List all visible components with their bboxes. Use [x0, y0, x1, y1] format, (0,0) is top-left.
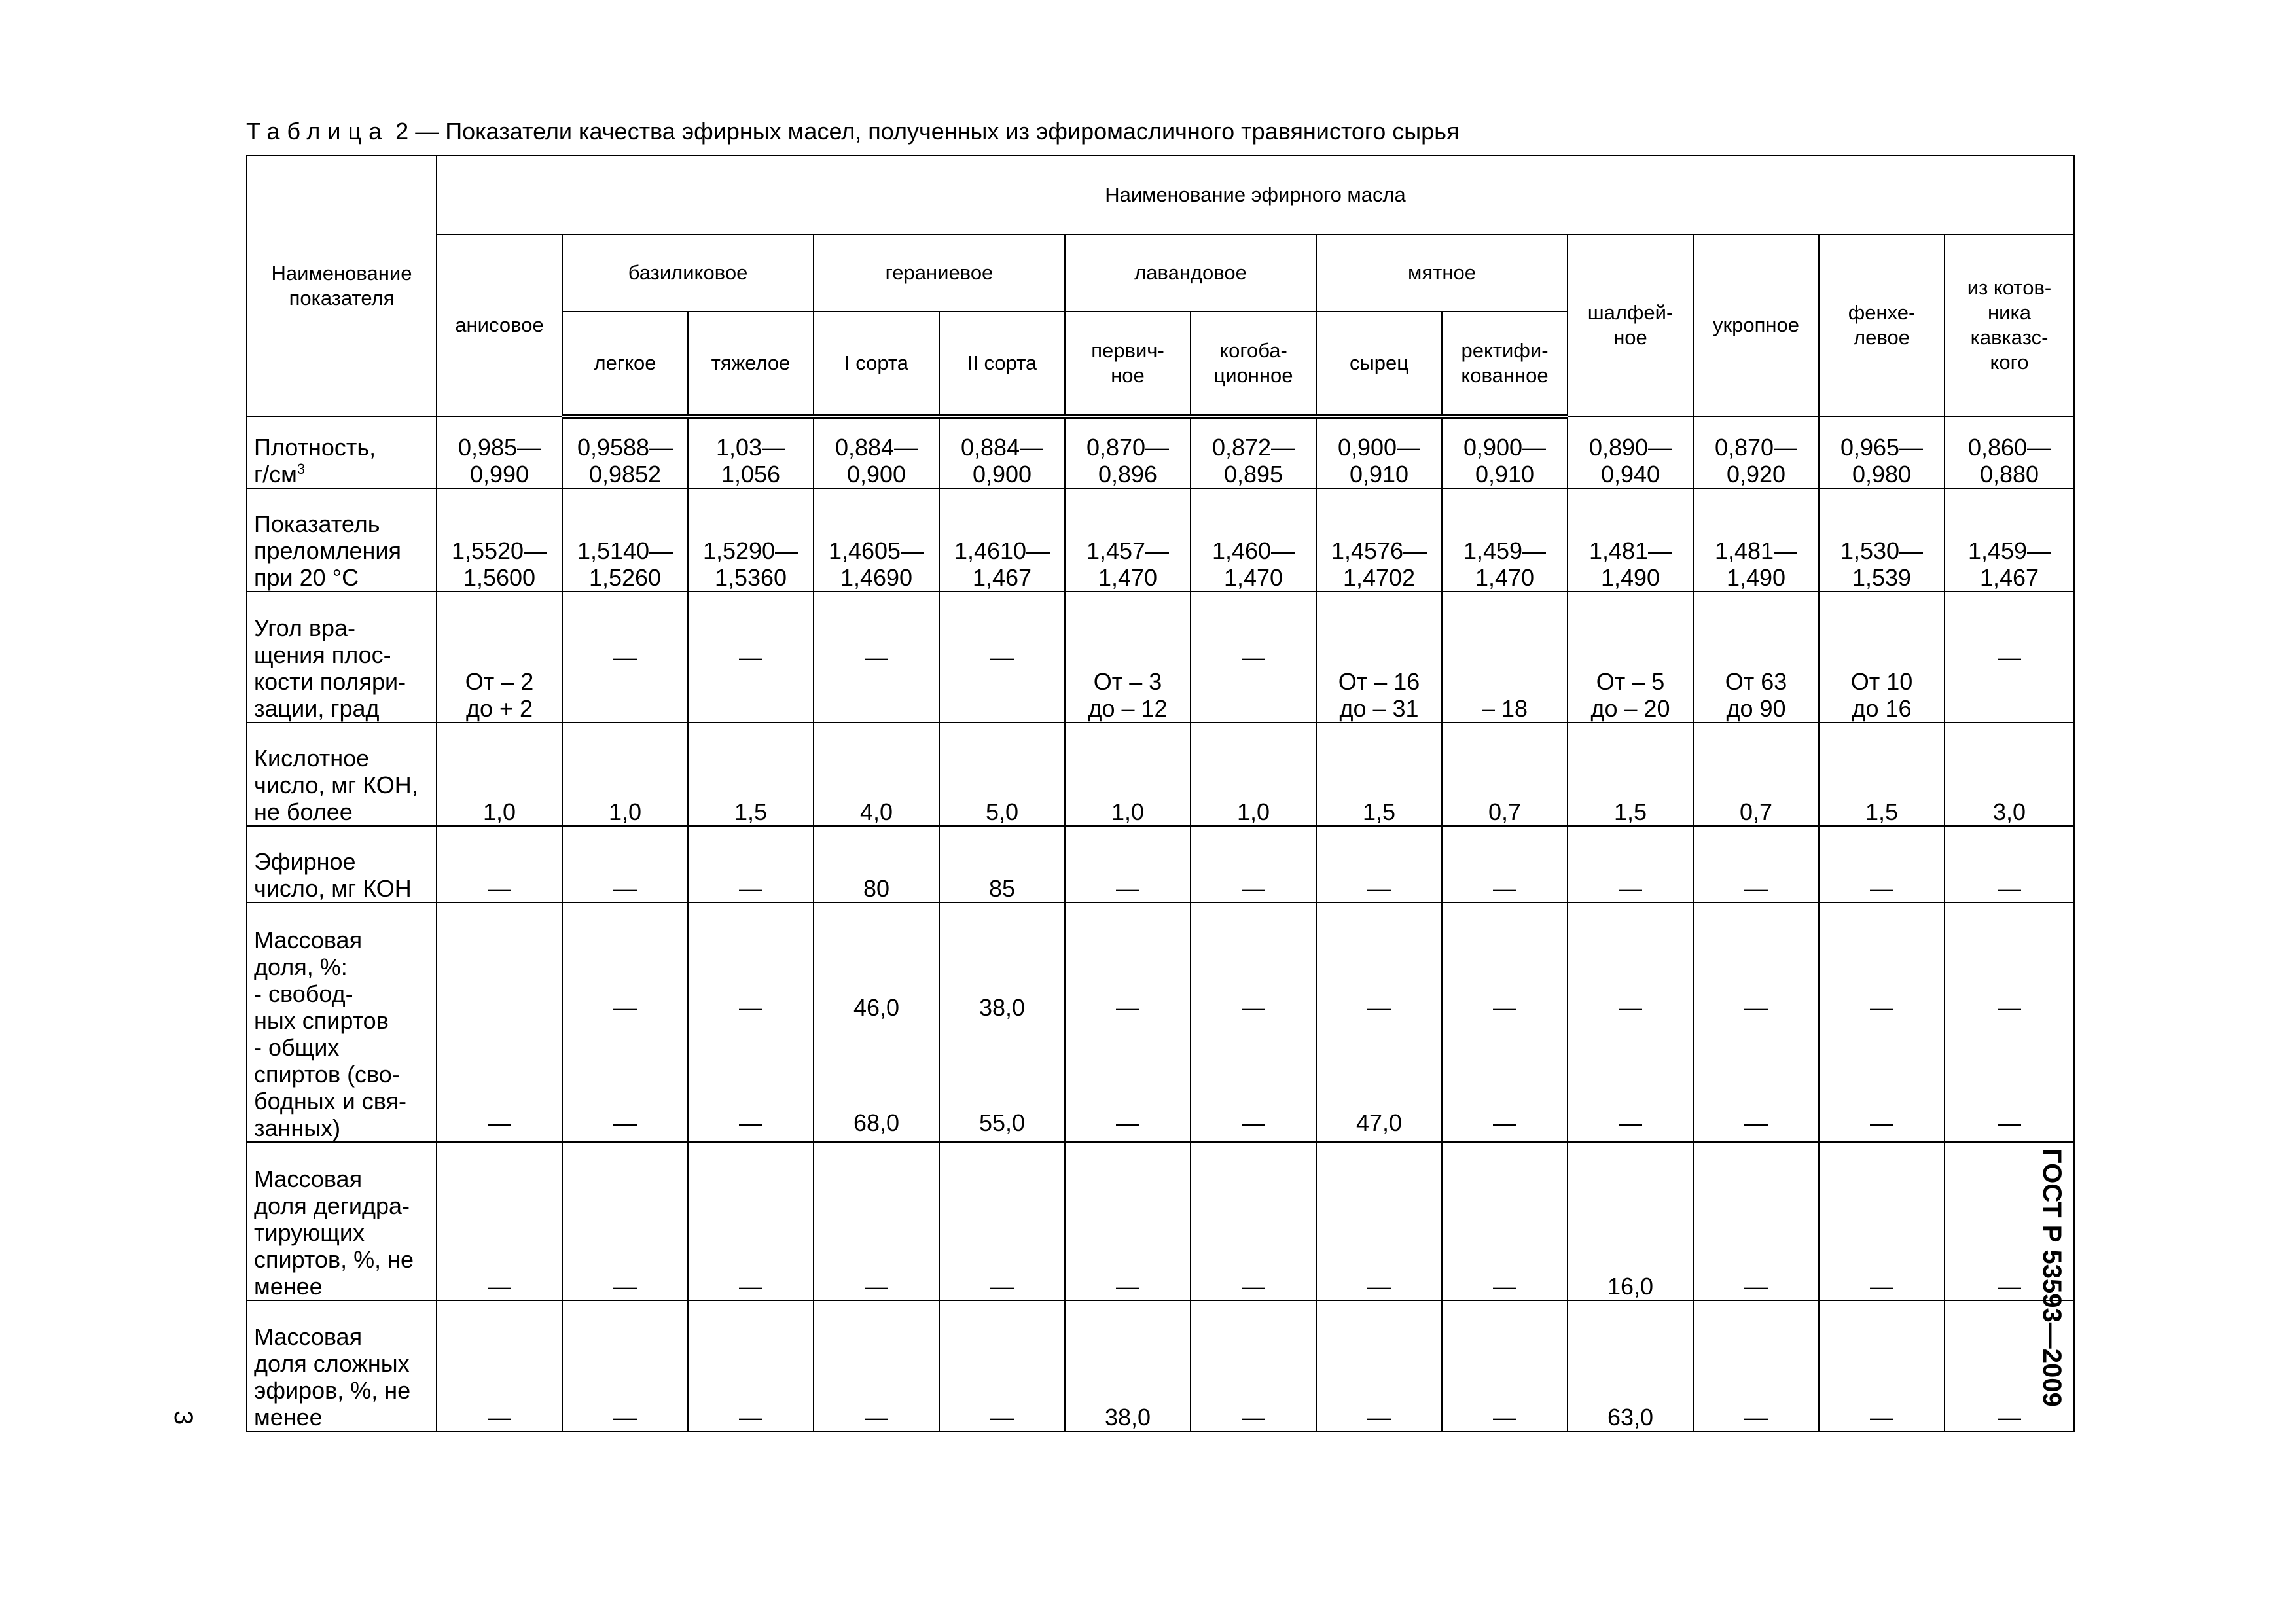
cell: —	[1065, 826, 1191, 902]
header-lavandovoe-pervichnoe: первич- ное	[1065, 312, 1191, 416]
cell: —	[688, 1142, 814, 1300]
cell: 0,7	[1693, 722, 1819, 826]
cell: —	[1191, 592, 1316, 722]
header-indicator: Наименование показателя	[247, 156, 437, 416]
total-alcohols-value: —	[739, 1109, 762, 1136]
cell: 0,900— 0,910	[1316, 416, 1442, 488]
cell-pair	[1316, 902, 1442, 1142]
cell: 1,481— 1,490	[1568, 488, 1693, 592]
total-alcohols-value: —	[488, 1109, 511, 1136]
cell: 1,4605— 1,4690	[814, 488, 939, 592]
cell: —	[814, 1142, 939, 1300]
free-alcohols-value: —	[1367, 994, 1391, 1021]
cell: От – 2 до + 2	[437, 592, 562, 722]
cell: 0,884— 0,900	[939, 416, 1065, 488]
row-label-density	[247, 416, 437, 488]
header-kotovnik: из котов- ника кавказс- кого	[1945, 234, 2074, 416]
cell: 1,5	[688, 722, 814, 826]
cell: 1,4576— 1,4702	[1316, 488, 1442, 592]
cell: —	[1442, 1142, 1568, 1300]
row-label-dehydrating: Массовая доля дегидра- тирующих спиртов, %, не менее	[247, 1142, 437, 1300]
cell: 1,0	[1191, 722, 1316, 826]
cell: —	[562, 826, 688, 902]
cell-pair	[814, 902, 939, 1142]
cell: —	[562, 1142, 688, 1300]
row-label-acid: Кислотное число, мг КОН, не более	[247, 722, 437, 826]
cell: —	[1316, 1142, 1442, 1300]
total-alcohols-value: —	[1116, 1109, 1139, 1136]
quality-table	[246, 155, 2075, 1432]
header-geranievoe-2: II сорта	[939, 312, 1065, 416]
cell: 0,965— 0,980	[1819, 416, 1945, 488]
cell: —	[1442, 1300, 1568, 1431]
caption-prefix: Таблица	[246, 118, 389, 145]
cell: —	[1191, 826, 1316, 902]
header-bazilikovoe-tyazheloe: тяжелое	[688, 312, 814, 416]
cell-pair	[1191, 902, 1316, 1142]
total-alcohols-value: 47,0	[1355, 1109, 1403, 1136]
cell: —	[814, 1300, 939, 1431]
row-acid	[247, 722, 2074, 826]
cell: 16,0	[1568, 1142, 1693, 1300]
cell: 0,890— 0,940	[1568, 416, 1693, 488]
row-ester-number	[247, 826, 2074, 902]
total-alcohols-value: —	[1744, 1109, 1768, 1136]
header-oil-name: Наименование эфирного масла	[437, 156, 2074, 234]
cell: —	[1693, 826, 1819, 902]
table-caption	[246, 120, 1459, 143]
free-alcohols-value: —	[739, 994, 762, 1021]
header-lavandovoe: лавандовое	[1065, 234, 1316, 312]
cell-pair	[1568, 902, 1693, 1142]
cell: 1,0	[1065, 722, 1191, 826]
cell: 38,0	[1065, 1300, 1191, 1431]
cell: —	[1945, 1300, 2074, 1431]
header-myatnoe: мятное	[1316, 234, 1568, 312]
cell: 80	[814, 826, 939, 902]
cell: 0,870— 0,896	[1065, 416, 1191, 488]
cell-pair	[1819, 902, 1945, 1142]
cell: —	[1065, 1142, 1191, 1300]
cell: 1,0	[562, 722, 688, 826]
cell: 5,0	[939, 722, 1065, 826]
header-geranievoe: гераниевое	[814, 234, 1065, 312]
row-density	[247, 416, 2074, 488]
cell: —	[437, 1142, 562, 1300]
row-label-rotation: Угол вра- щения плос- кости поляри- зации, град	[247, 592, 437, 722]
header-myatnoe-rektif: ректифи- кованное	[1442, 312, 1568, 416]
row-dehydrating	[247, 1142, 2074, 1300]
header-myatnoe-syrec: сырец	[1316, 312, 1442, 416]
cell: —	[688, 826, 814, 902]
cell-pair	[437, 902, 562, 1142]
row-esters	[247, 1300, 2074, 1431]
free-alcohols-value: —	[613, 994, 637, 1021]
cell-pair	[1693, 902, 1819, 1142]
total-alcohols-value: —	[1619, 1109, 1642, 1136]
cell: 85	[939, 826, 1065, 902]
cell: 0,884— 0,900	[814, 416, 939, 488]
row-label-ester-number: Эфирное число, мг КОН	[247, 826, 437, 902]
header-bazilikovoe-legkoe: легкое	[562, 312, 688, 416]
total-alcohols-value: —	[1242, 1109, 1265, 1136]
free-alcohols-value: —	[1870, 994, 1893, 1021]
row-mass-alcohols	[247, 902, 2074, 1142]
cell: 1,03— 1,056	[688, 416, 814, 488]
cell: От 63 до 90	[1693, 592, 1819, 722]
total-alcohols-value: 68,0	[853, 1109, 900, 1136]
free-alcohols-value: —	[1619, 994, 1642, 1021]
standard-code: ГОСТ Р 53593—2009	[2037, 1149, 2066, 1407]
total-alcohols-value: —	[1493, 1109, 1516, 1136]
cell: 63,0	[1568, 1300, 1693, 1431]
free-alcohols-value: —	[1242, 994, 1265, 1021]
cell: —	[688, 592, 814, 722]
cell: 1,5	[1568, 722, 1693, 826]
free-alcohols-value: 38,0	[978, 994, 1026, 1021]
free-alcohols-value: —	[1998, 994, 2021, 1021]
header-ukropnoe: укропное	[1693, 234, 1819, 416]
cell: 0,900— 0,910	[1442, 416, 1568, 488]
header-fenhelevoe: фенхе- левое	[1819, 234, 1945, 416]
cell: 1,5140— 1,5260	[562, 488, 688, 592]
cell: —	[1693, 1142, 1819, 1300]
row-label-esters: Массовая доля сложных эфиров, %, не менее	[247, 1300, 437, 1431]
free-alcohols-value: —	[1744, 994, 1768, 1021]
cell: —	[1945, 826, 2074, 902]
cell: —	[437, 1300, 562, 1431]
cell: 0,860— 0,880	[1945, 416, 2074, 488]
cell: —	[1191, 1142, 1316, 1300]
cell: 0,9588— 0,9852	[562, 416, 688, 488]
cell: —	[1819, 826, 1945, 902]
density-label-sup: 3	[296, 461, 306, 477]
cell: 1,459— 1,467	[1945, 488, 2074, 592]
cell: —	[688, 1300, 814, 1431]
cell: 0,872— 0,895	[1191, 416, 1316, 488]
cell: —	[1945, 1142, 2074, 1300]
header-bazilikovoe: базиликовое	[562, 234, 814, 312]
cell: 1,5520— 1,5600	[437, 488, 562, 592]
cell: —	[939, 1300, 1065, 1431]
cell: —	[1442, 826, 1568, 902]
cell-pair	[562, 902, 688, 1142]
cell: 1,5290— 1,5360	[688, 488, 814, 592]
header-anisovoe: анисовое	[437, 234, 562, 416]
cell: —	[437, 826, 562, 902]
cell-pair	[939, 902, 1065, 1142]
cell-pair	[1065, 902, 1191, 1142]
cell: 1,0	[437, 722, 562, 826]
cell: 0,985— 0,990	[437, 416, 562, 488]
cell: 1,4610— 1,467	[939, 488, 1065, 592]
cell: От – 3 до – 12	[1065, 592, 1191, 722]
cell: 1,481— 1,490	[1693, 488, 1819, 592]
free-alcohols-value: 46,0	[853, 994, 900, 1021]
cell: —	[562, 592, 688, 722]
row-rotation	[247, 592, 2074, 722]
total-alcohols-value: —	[613, 1109, 637, 1136]
cell: От 10 до 16	[1819, 592, 1945, 722]
cell: От – 5 до – 20	[1568, 592, 1693, 722]
header-geranievoe-1: I сорта	[814, 312, 939, 416]
cell: 0,7	[1442, 722, 1568, 826]
cell: 1,5	[1819, 722, 1945, 826]
cell: 1,460— 1,470	[1191, 488, 1316, 592]
total-alcohols-value: 55,0	[978, 1109, 1026, 1136]
cell: 1,5	[1316, 722, 1442, 826]
cell: 1,457— 1,470	[1065, 488, 1191, 592]
cell: —	[1819, 1300, 1945, 1431]
row-refraction	[247, 488, 2074, 592]
cell: —	[1316, 1300, 1442, 1431]
cell: —	[1191, 1300, 1316, 1431]
cell-pair	[1945, 902, 2074, 1142]
cell: —	[1693, 1300, 1819, 1431]
row-label-mass-alcohols: Массовая доля, %: - свобод- ных спиртов - общих спиртов (сво- бодных и свя- занных)	[247, 902, 437, 1142]
free-alcohols-value: —	[1116, 994, 1139, 1021]
cell-pair	[1442, 902, 1568, 1142]
cell: —	[1945, 592, 2074, 722]
header-lavandovoe-kogobacionnoe: когоба- ционное	[1191, 312, 1316, 416]
caption-text: 2 — Показатели качества эфирных масел, полученных из эфиромасличного травянистого сырья	[395, 118, 1460, 145]
density-label-text: Плотность, г/см	[254, 434, 376, 488]
cell: —	[814, 592, 939, 722]
cell: —	[1819, 1142, 1945, 1300]
cell: 3,0	[1945, 722, 2074, 826]
cell: От – 16 до – 31	[1316, 592, 1442, 722]
cell: —	[562, 1300, 688, 1431]
cell-pair	[688, 902, 814, 1142]
cell: —	[1316, 826, 1442, 902]
cell: 1,459— 1,470	[1442, 488, 1568, 592]
cell: 0,870— 0,920	[1693, 416, 1819, 488]
cell: 4,0	[814, 722, 939, 826]
row-label-refraction: Показатель преломления при 20 °C	[247, 488, 437, 592]
cell: —	[939, 1142, 1065, 1300]
header-shalfeynoe: шалфей- ное	[1568, 234, 1693, 416]
cell: – 18	[1442, 592, 1568, 722]
cell: —	[1568, 826, 1693, 902]
cell: —	[939, 592, 1065, 722]
total-alcohols-value: —	[1998, 1109, 2021, 1136]
total-alcohols-value: —	[1870, 1109, 1893, 1136]
free-alcohols-value: —	[1493, 994, 1516, 1021]
cell: 1,530— 1,539	[1819, 488, 1945, 592]
page-number: 3	[169, 1410, 198, 1425]
